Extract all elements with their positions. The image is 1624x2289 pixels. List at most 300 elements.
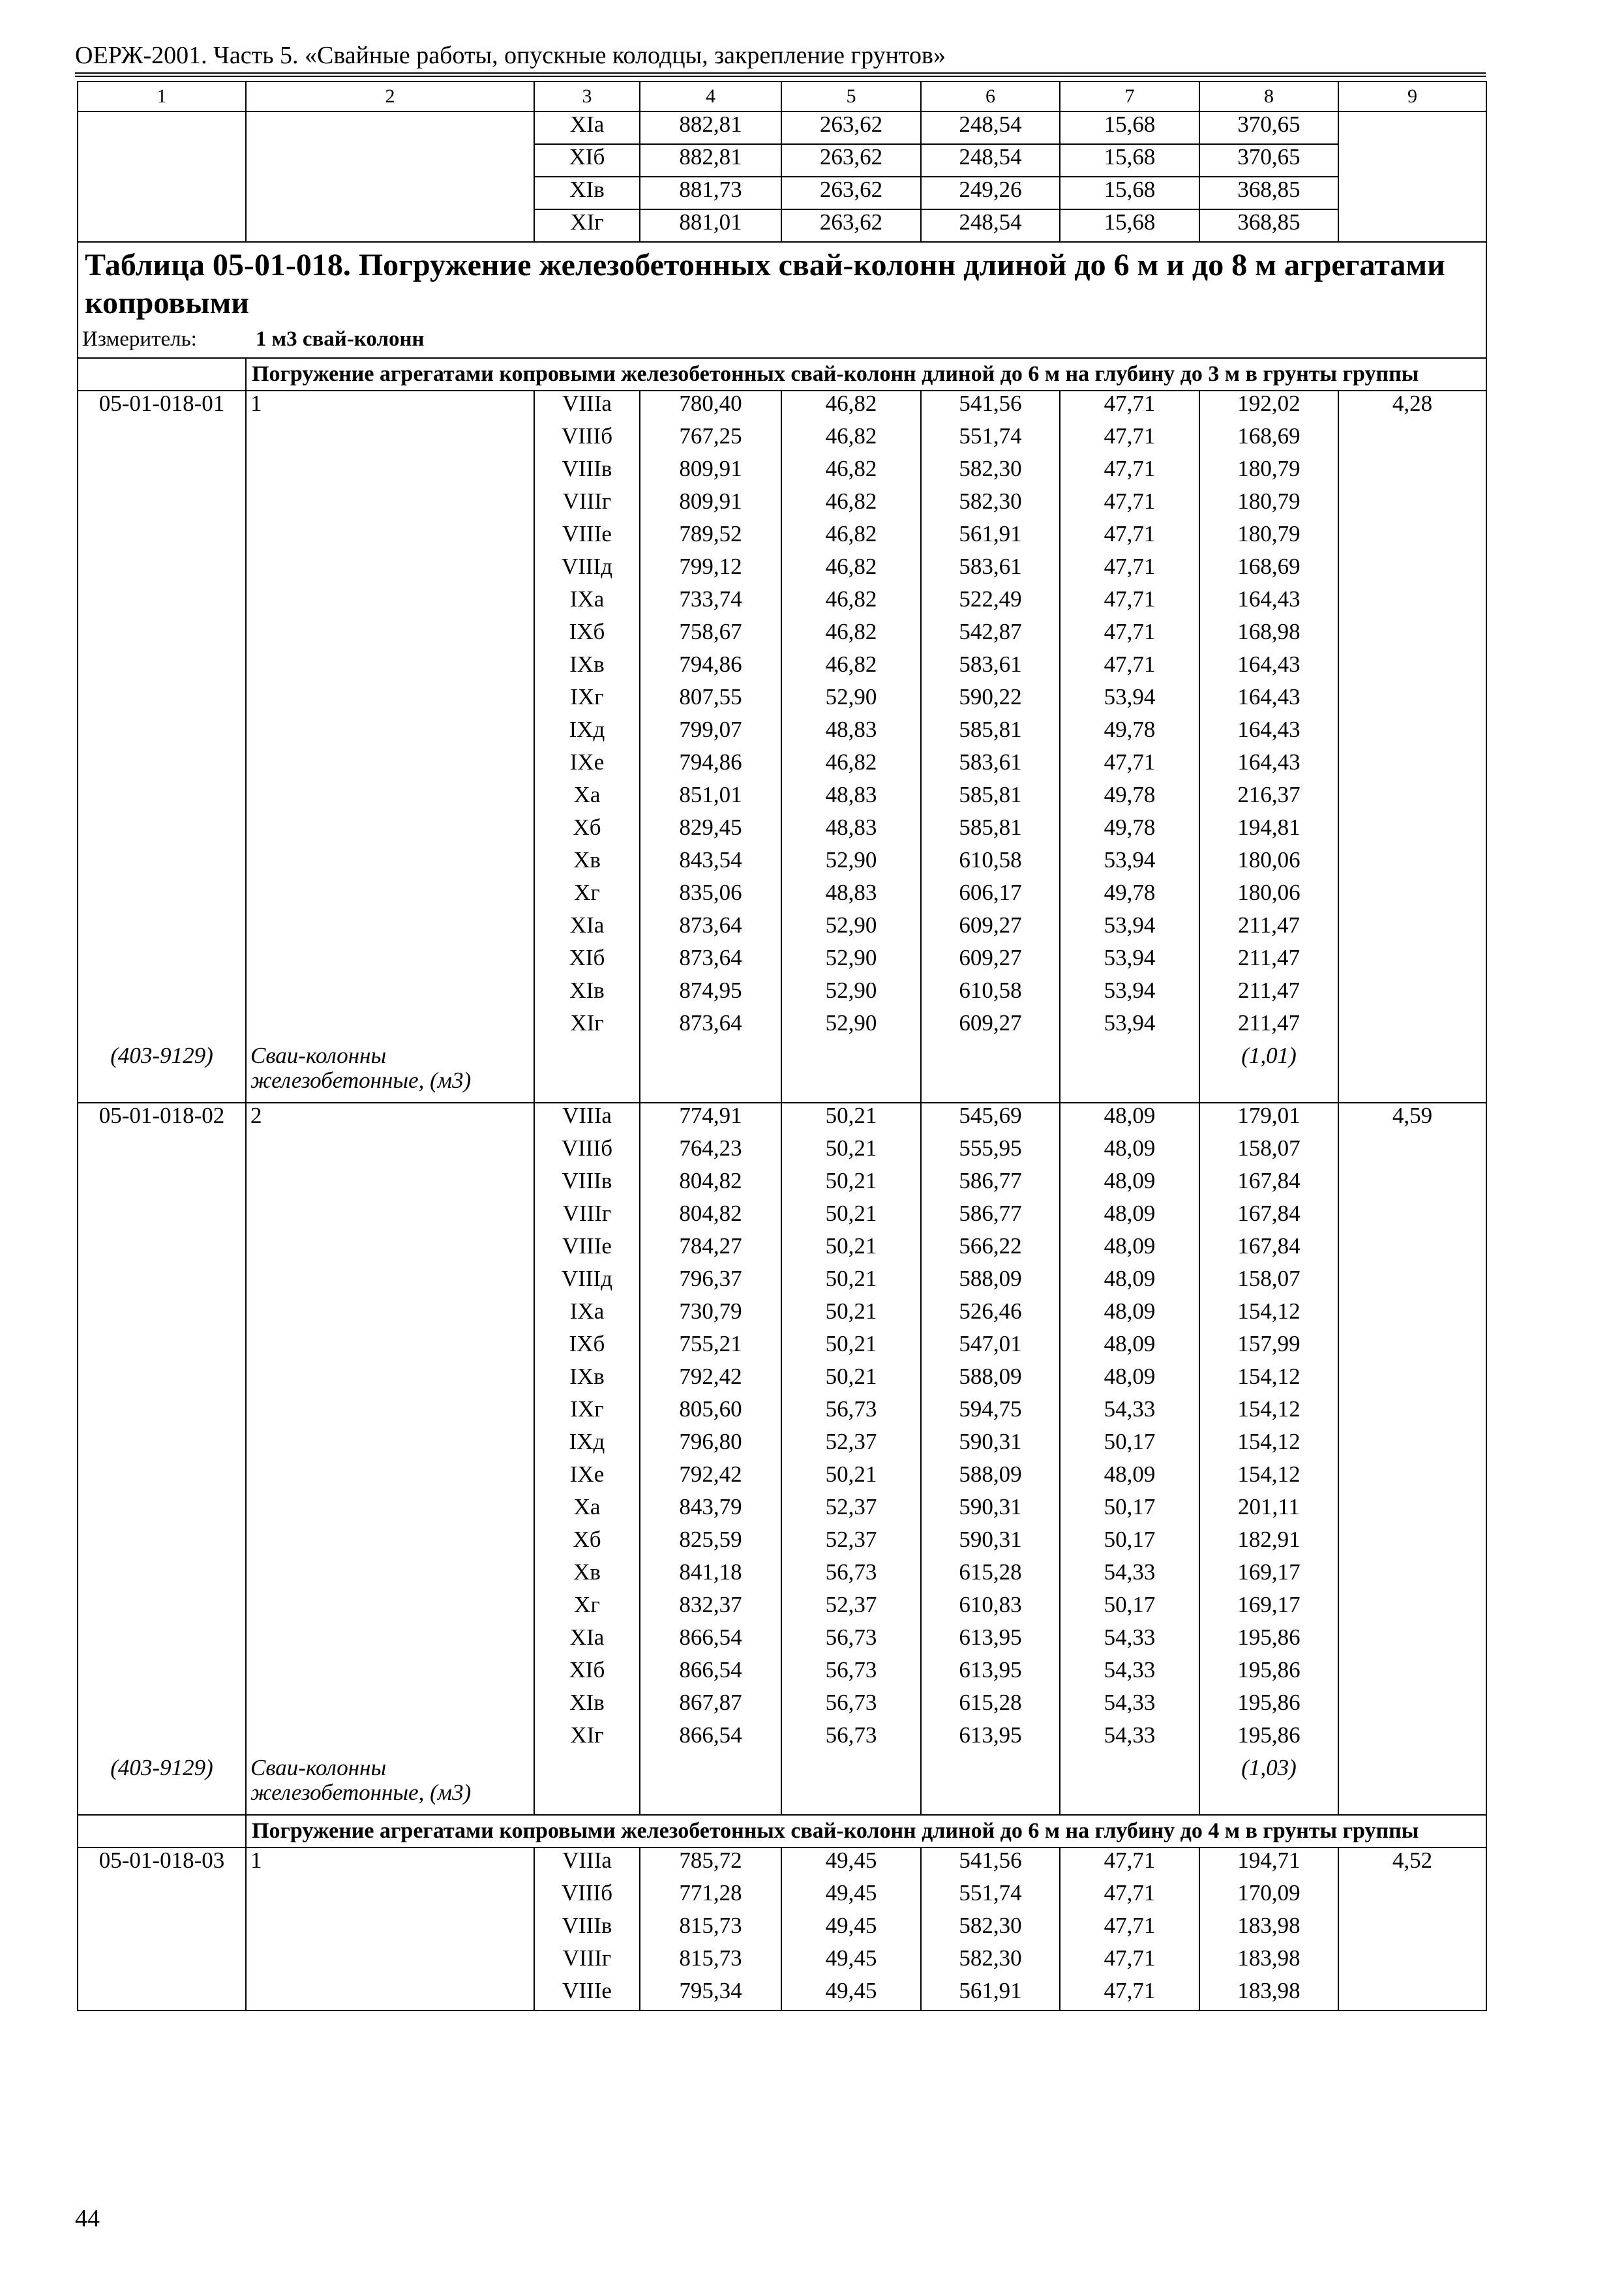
value-cell: 49,78 — [1060, 880, 1199, 912]
value-cell: 615,28 — [921, 1690, 1060, 1722]
soil-group-cell: Xв — [534, 847, 640, 880]
name-cell — [246, 1201, 534, 1233]
code-cell — [78, 209, 246, 242]
value-cell: 164,43 — [1199, 684, 1338, 717]
table-row — [78, 880, 1486, 912]
soil-group-cell: XIб — [534, 945, 640, 978]
value-cell: 56,73 — [781, 1396, 921, 1429]
soil-group-cell: IXд — [534, 1429, 640, 1461]
labor-coef: 4,28 — [1338, 391, 1486, 423]
code-cell — [78, 586, 246, 619]
value-cell: 47,71 — [1060, 619, 1199, 651]
value-cell: 158,07 — [1199, 1266, 1338, 1298]
value-cell: 50,21 — [781, 1331, 921, 1364]
empty-cell — [640, 1755, 781, 1815]
code-cell — [78, 1298, 246, 1331]
value-cell: 154,12 — [1199, 1461, 1338, 1494]
value-cell: 164,43 — [1199, 651, 1338, 684]
value-cell: 46,82 — [781, 391, 921, 423]
value-cell: 825,59 — [640, 1527, 781, 1559]
section-code-cell — [78, 358, 246, 391]
name-cell — [246, 1913, 534, 1945]
value-cell: 586,77 — [921, 1201, 1060, 1233]
value-cell: 50,21 — [781, 1233, 921, 1266]
value-cell: 211,47 — [1199, 1010, 1338, 1043]
soil-group-cell: XIг — [534, 1722, 640, 1755]
table-row — [78, 1429, 1486, 1461]
coef-cell — [1338, 1168, 1486, 1201]
value-cell: 547,01 — [921, 1331, 1060, 1364]
name-cell — [246, 619, 534, 651]
value-cell: 585,81 — [921, 717, 1060, 749]
coef-cell — [1338, 619, 1486, 651]
coef-cell — [1338, 177, 1486, 209]
soil-group-cell: VIIIг — [534, 1201, 640, 1233]
value-cell: 48,09 — [1060, 1135, 1199, 1168]
name-cell — [246, 1168, 534, 1201]
rate-code: 05-01-018-01 — [78, 391, 246, 423]
value-cell: 50,21 — [781, 1461, 921, 1494]
soil-group-cell: Xв — [534, 1559, 640, 1592]
value-cell: 15,68 — [1060, 209, 1199, 242]
table-row — [78, 717, 1486, 749]
coef-cell — [1338, 1913, 1486, 1945]
coef-cell — [1338, 1298, 1486, 1331]
coef-cell — [1338, 586, 1486, 619]
table-row — [78, 1396, 1486, 1429]
name-cell — [246, 1527, 534, 1559]
code-cell — [78, 651, 246, 684]
code-cell — [78, 1722, 246, 1755]
name-cell — [246, 488, 534, 521]
value-cell: 835,06 — [640, 880, 781, 912]
value-cell: 52,37 — [781, 1592, 921, 1624]
value-cell: 48,09 — [1060, 1266, 1199, 1298]
coef-cell — [1338, 651, 1486, 684]
value-cell: 47,71 — [1060, 391, 1199, 423]
soil-group-cell: XIг — [534, 1010, 640, 1043]
name-cell — [246, 1978, 534, 2011]
coef-cell — [1338, 1690, 1486, 1722]
name-cell — [246, 880, 534, 912]
coef-cell — [1338, 1396, 1486, 1429]
value-cell: 368,85 — [1199, 209, 1338, 242]
rate-code: 05-01-018-02 — [78, 1103, 246, 1135]
coef-cell — [1338, 1364, 1486, 1396]
value-cell: 851,01 — [640, 782, 781, 815]
value-cell: 46,82 — [781, 554, 921, 586]
value-cell: 613,95 — [921, 1624, 1060, 1657]
name-cell — [246, 144, 534, 177]
value-cell: 780,40 — [640, 391, 781, 423]
name-cell — [246, 456, 534, 488]
value-cell: 168,69 — [1199, 423, 1338, 456]
column-number: 6 — [921, 82, 1060, 112]
value-cell: 809,91 — [640, 456, 781, 488]
column-number: 7 — [1060, 82, 1199, 112]
table-row — [78, 651, 1486, 684]
coef-cell — [1338, 144, 1486, 177]
name-cell — [246, 945, 534, 978]
value-cell: 881,01 — [640, 209, 781, 242]
value-cell: 195,86 — [1199, 1690, 1338, 1722]
coef-cell — [1338, 945, 1486, 978]
value-cell: 815,73 — [640, 1945, 781, 1978]
value-cell: 50,21 — [781, 1364, 921, 1396]
code-cell — [78, 880, 246, 912]
value-cell: 799,12 — [640, 554, 781, 586]
value-cell: 807,55 — [640, 684, 781, 717]
table-row — [78, 945, 1486, 978]
table-row — [78, 1624, 1486, 1657]
value-cell: 46,82 — [781, 651, 921, 684]
value-cell: 168,69 — [1199, 554, 1338, 586]
soil-group-cell: VIIIб — [534, 1135, 640, 1168]
value-cell: 588,09 — [921, 1461, 1060, 1494]
material-row — [78, 1755, 1486, 1815]
value-cell: 53,94 — [1060, 978, 1199, 1010]
table-row — [78, 1722, 1486, 1755]
table-row — [78, 978, 1486, 1010]
value-cell: 48,09 — [1060, 1233, 1199, 1266]
value-cell: 46,82 — [781, 521, 921, 554]
table-row — [78, 1233, 1486, 1266]
table-row — [78, 1913, 1486, 1945]
value-cell: 583,61 — [921, 651, 1060, 684]
value-cell: 794,86 — [640, 749, 781, 782]
value-cell: 866,54 — [640, 1657, 781, 1690]
table-row — [78, 749, 1486, 782]
value-cell: 183,98 — [1199, 1978, 1338, 2011]
code-cell — [78, 1913, 246, 1945]
value-cell: 56,73 — [781, 1559, 921, 1592]
soil-group-cell: VIIIд — [534, 1266, 640, 1298]
name-cell — [246, 684, 534, 717]
code-cell — [78, 144, 246, 177]
code-cell — [78, 1233, 246, 1266]
soil-group-cell: Xб — [534, 1527, 640, 1559]
value-cell: 50,17 — [1060, 1592, 1199, 1624]
value-cell: 180,06 — [1199, 880, 1338, 912]
value-cell: 49,78 — [1060, 782, 1199, 815]
soil-group-cell: Xб — [534, 815, 640, 847]
table-row — [78, 1010, 1486, 1043]
code-cell — [78, 1592, 246, 1624]
soil-group-cell: IXe — [534, 1461, 640, 1494]
code-cell — [78, 1201, 246, 1233]
value-cell: 583,61 — [921, 749, 1060, 782]
coef-cell — [1338, 209, 1486, 242]
section-heading-row — [78, 1815, 1486, 1848]
value-cell: 49,45 — [781, 1880, 921, 1913]
empty-cell — [781, 1755, 921, 1815]
soil-group-cell: VIIIв — [534, 456, 640, 488]
column-number: 3 — [534, 82, 640, 112]
value-cell: 583,61 — [921, 554, 1060, 586]
value-cell: 211,47 — [1199, 978, 1338, 1010]
column-number: 9 — [1338, 82, 1486, 112]
value-cell: 263,62 — [781, 209, 921, 242]
value-cell: 551,74 — [921, 423, 1060, 456]
table-row — [78, 1559, 1486, 1592]
value-cell: 542,87 — [921, 619, 1060, 651]
code-cell — [78, 554, 246, 586]
table-row — [78, 554, 1486, 586]
value-cell: 610,58 — [921, 847, 1060, 880]
name-cell — [246, 749, 534, 782]
coef-cell — [1338, 912, 1486, 945]
value-cell: 164,43 — [1199, 586, 1338, 619]
value-cell: 49,78 — [1060, 717, 1199, 749]
column-number: 2 — [246, 82, 534, 112]
value-cell: 873,64 — [640, 1010, 781, 1043]
table-row — [78, 144, 1486, 177]
name-cell — [246, 521, 534, 554]
value-cell: 882,81 — [640, 144, 781, 177]
value-cell: 194,81 — [1199, 815, 1338, 847]
value-cell: 774,91 — [640, 1103, 781, 1135]
coef-cell — [1338, 1233, 1486, 1266]
value-cell: 809,91 — [640, 488, 781, 521]
value-cell: 832,37 — [640, 1592, 781, 1624]
value-cell: 50,21 — [781, 1298, 921, 1331]
code-cell — [78, 1135, 246, 1168]
empty-cell — [534, 1755, 640, 1815]
coef-cell — [1338, 1266, 1486, 1298]
name-cell — [246, 1592, 534, 1624]
value-cell: 590,22 — [921, 684, 1060, 717]
material-qty: (1,01) — [1199, 1043, 1338, 1103]
soil-group-cell: XIa — [534, 912, 640, 945]
value-cell: 882,81 — [640, 112, 781, 144]
value-cell: 49,45 — [781, 1945, 921, 1978]
name-cell — [246, 912, 534, 945]
soil-group-cell: XIг — [534, 209, 640, 242]
section-heading: Погружение агрегатами копровыми железобетонных свай-колонн длиной до 6 м на глубину до 4 м в грунты группы — [246, 1815, 1486, 1848]
column-number: 8 — [1199, 82, 1338, 112]
soil-group-cell: Xг — [534, 1592, 640, 1624]
value-cell: 541,56 — [921, 391, 1060, 423]
value-cell: 613,95 — [921, 1657, 1060, 1690]
coef-cell — [1338, 1494, 1486, 1527]
soil-group-cell: VIIIa — [534, 391, 640, 423]
empty-cell — [781, 1043, 921, 1103]
table-row — [78, 112, 1486, 144]
soil-group-cell: IXe — [534, 749, 640, 782]
value-cell: 545,69 — [921, 1103, 1060, 1135]
value-cell: 180,79 — [1199, 488, 1338, 521]
soil-group-cell: IXв — [534, 1364, 640, 1396]
table-row — [78, 684, 1486, 717]
value-cell: 561,91 — [921, 521, 1060, 554]
value-cell: 582,30 — [921, 488, 1060, 521]
value-cell: 48,09 — [1060, 1103, 1199, 1135]
table-row — [78, 488, 1486, 521]
name-cell — [246, 586, 534, 619]
soil-group-cell: VIIIг — [534, 488, 640, 521]
value-cell: 56,73 — [781, 1722, 921, 1755]
rate-group: 1 — [246, 391, 534, 423]
soil-group-cell: VIIIб — [534, 423, 640, 456]
value-cell: 46,82 — [781, 586, 921, 619]
column-number: 1 — [78, 82, 246, 112]
coef-cell — [1338, 423, 1486, 456]
value-cell: 874,95 — [640, 978, 781, 1010]
soil-group-cell: IXд — [534, 717, 640, 749]
empty-cell — [640, 1043, 781, 1103]
value-cell: 50,17 — [1060, 1429, 1199, 1461]
soil-group-cell: VIIIб — [534, 1880, 640, 1913]
value-cell: 52,37 — [781, 1527, 921, 1559]
value-cell: 590,31 — [921, 1527, 1060, 1559]
name-cell — [246, 177, 534, 209]
value-cell: 794,86 — [640, 651, 781, 684]
value-cell: 50,21 — [781, 1266, 921, 1298]
value-cell: 47,71 — [1060, 1978, 1199, 2011]
table-row — [78, 1298, 1486, 1331]
value-cell: 192,02 — [1199, 391, 1338, 423]
table-row — [78, 209, 1486, 242]
value-cell: 167,84 — [1199, 1233, 1338, 1266]
value-cell: 47,71 — [1060, 1945, 1199, 1978]
code-cell — [78, 978, 246, 1010]
value-cell: 764,23 — [640, 1135, 781, 1168]
name-cell — [246, 112, 534, 144]
table-row — [78, 782, 1486, 815]
name-cell — [246, 1494, 534, 1527]
value-cell: 609,27 — [921, 912, 1060, 945]
soil-group-cell: XIб — [534, 144, 640, 177]
value-cell: 526,46 — [921, 1298, 1060, 1331]
coef-cell — [1338, 880, 1486, 912]
empty-cell — [1060, 1755, 1199, 1815]
value-cell: 609,27 — [921, 945, 1060, 978]
value-cell: 50,17 — [1060, 1527, 1199, 1559]
name-cell — [246, 1331, 534, 1364]
value-cell: 585,81 — [921, 815, 1060, 847]
code-cell — [78, 177, 246, 209]
value-cell: 170,09 — [1199, 1880, 1338, 1913]
value-cell: 50,21 — [781, 1168, 921, 1201]
value-cell: 195,86 — [1199, 1624, 1338, 1657]
code-cell — [78, 912, 246, 945]
code-cell — [78, 782, 246, 815]
value-cell: 47,71 — [1060, 1913, 1199, 1945]
material-code: (403-9129) — [78, 1755, 246, 1815]
table-row — [78, 1331, 1486, 1364]
value-cell: 771,28 — [640, 1880, 781, 1913]
value-cell: 49,45 — [781, 1848, 921, 1880]
value-cell: 48,09 — [1060, 1461, 1199, 1494]
value-cell: 216,37 — [1199, 782, 1338, 815]
value-cell: 804,82 — [640, 1201, 781, 1233]
table-row — [78, 1461, 1486, 1494]
soil-group-cell: VIIIe — [534, 1978, 640, 2011]
name-cell — [246, 209, 534, 242]
coef-cell — [1338, 456, 1486, 488]
value-cell: 15,68 — [1060, 112, 1199, 144]
code-cell — [78, 423, 246, 456]
coef-cell — [1338, 782, 1486, 815]
table-row — [78, 521, 1486, 554]
value-cell: 588,09 — [921, 1364, 1060, 1396]
code-cell — [78, 815, 246, 847]
section-heading: Погружение агрегатами копровыми железобетонных свай-колонн длиной до 6 м на глубину до 3 м в грунты группы — [246, 358, 1486, 391]
table-row — [78, 1364, 1486, 1396]
name-cell — [246, 1429, 534, 1461]
value-cell: 582,30 — [921, 1913, 1060, 1945]
coef-cell — [1338, 1657, 1486, 1690]
soil-group-cell: IXв — [534, 651, 640, 684]
code-cell — [78, 717, 246, 749]
value-cell: 56,73 — [781, 1657, 921, 1690]
soil-group-cell: IXб — [534, 1331, 640, 1364]
value-cell: 50,21 — [781, 1103, 921, 1135]
value-cell: 48,09 — [1060, 1298, 1199, 1331]
value-cell: 154,12 — [1199, 1364, 1338, 1396]
value-cell: 805,60 — [640, 1396, 781, 1429]
material-name: Сваи-колонны железобетонные, (м3) — [246, 1043, 534, 1103]
coef-cell — [1338, 978, 1486, 1010]
table-row — [78, 1945, 1486, 1978]
value-cell: 796,37 — [640, 1266, 781, 1298]
value-cell: 881,73 — [640, 177, 781, 209]
coef-cell — [1338, 112, 1486, 144]
value-cell: 182,91 — [1199, 1527, 1338, 1559]
value-cell: 154,12 — [1199, 1298, 1338, 1331]
value-cell: 799,07 — [640, 717, 781, 749]
coef-cell — [1338, 1461, 1486, 1494]
name-cell — [246, 1266, 534, 1298]
value-cell: 263,62 — [781, 144, 921, 177]
value-cell: 610,58 — [921, 978, 1060, 1010]
coef-cell — [1338, 815, 1486, 847]
value-cell: 48,83 — [781, 717, 921, 749]
table-row — [78, 423, 1486, 456]
table-row — [78, 1201, 1486, 1233]
value-cell: 168,98 — [1199, 619, 1338, 651]
code-cell — [78, 1396, 246, 1429]
value-cell: 785,72 — [640, 1848, 781, 1880]
value-cell: 47,71 — [1060, 488, 1199, 521]
rates-table — [77, 81, 1487, 2011]
value-cell: 248,54 — [921, 112, 1060, 144]
soil-group-cell: Xa — [534, 782, 640, 815]
code-cell — [78, 1429, 246, 1461]
soil-group-cell: Xг — [534, 880, 640, 912]
value-cell: 47,71 — [1060, 1880, 1199, 1913]
code-cell — [78, 1945, 246, 1978]
value-cell: 169,17 — [1199, 1592, 1338, 1624]
value-cell: 211,47 — [1199, 912, 1338, 945]
code-cell — [78, 1690, 246, 1722]
value-cell: 594,75 — [921, 1396, 1060, 1429]
soil-group-cell: XIa — [534, 1624, 640, 1657]
table-row — [78, 1592, 1486, 1624]
value-cell: 48,09 — [1060, 1331, 1199, 1364]
name-cell — [246, 651, 534, 684]
soil-group-cell: XIв — [534, 1690, 640, 1722]
soil-group-cell: IXa — [534, 1298, 640, 1331]
table-row — [78, 1880, 1486, 1913]
name-cell — [246, 423, 534, 456]
soil-group-cell: VIIIв — [534, 1913, 640, 1945]
value-cell: 154,12 — [1199, 1396, 1338, 1429]
name-cell — [246, 1945, 534, 1978]
value-cell: 52,90 — [781, 847, 921, 880]
column-number: 4 — [640, 82, 781, 112]
value-cell: 784,27 — [640, 1233, 781, 1266]
